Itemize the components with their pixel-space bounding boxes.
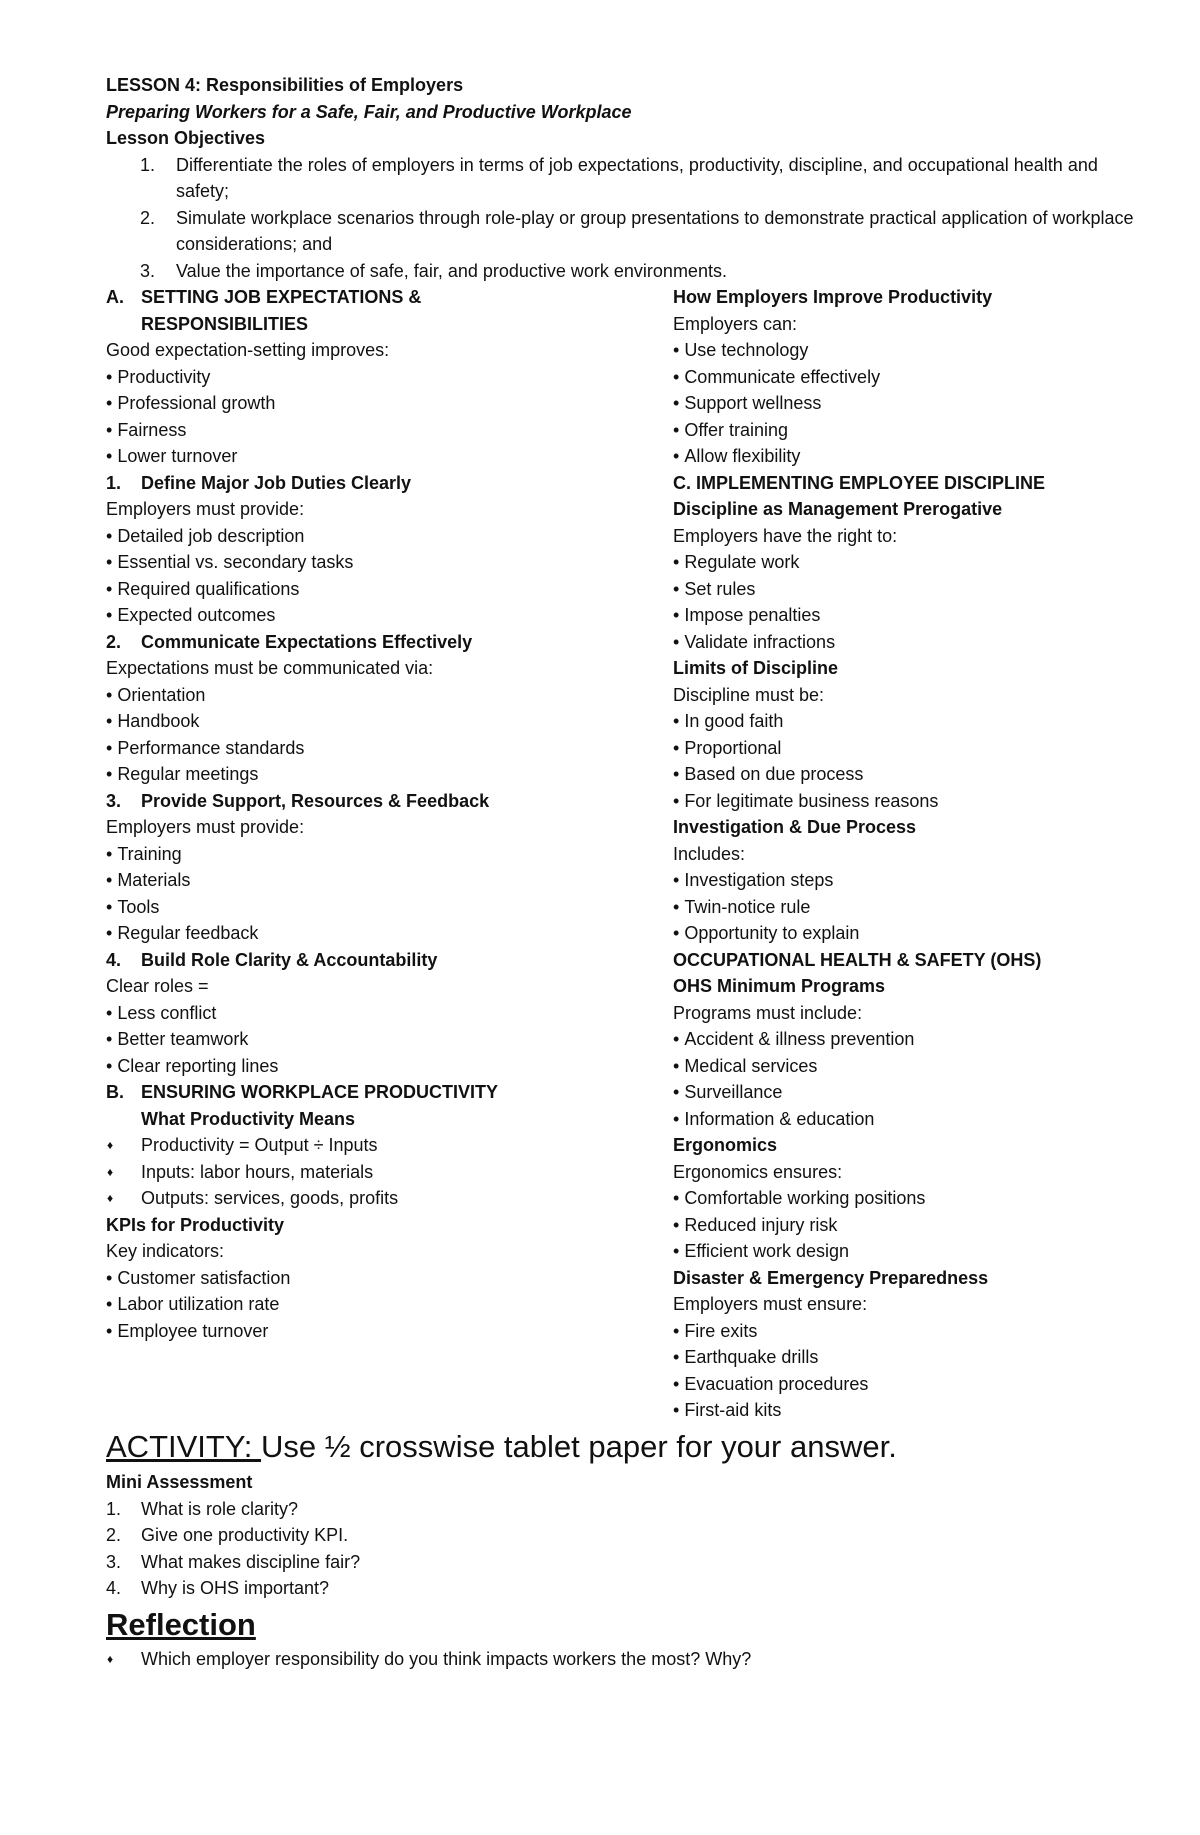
ohs-min-heading: OHS Minimum Programs [673, 976, 886, 996]
lesson-header [106, 72, 1146, 284]
list-item: • Information & education [673, 1106, 1193, 1133]
list-item: • Handbook [106, 708, 666, 735]
list-item: • Lower turnover [106, 443, 666, 470]
bullet-icon: ♦ [107, 1191, 114, 1205]
list-item: • Fire exits [673, 1318, 1193, 1345]
list-item: • Professional growth [106, 390, 666, 417]
list-item: • Orientation [106, 682, 666, 709]
list-item: • Earthquake drills [673, 1344, 1193, 1371]
list-item: • Set rules [673, 576, 1193, 603]
list-item: • Efficient work design [673, 1238, 1193, 1265]
section-b-subheading: What Productivity Means [141, 1108, 356, 1129]
ergonomics-heading: Ergonomics [673, 1135, 778, 1155]
list-item: • Required qualifications [106, 576, 666, 603]
list-item: • In good faith [673, 708, 1193, 735]
list-item: • Impose penalties [673, 602, 1193, 629]
left-column [106, 284, 666, 1344]
subsection-1-intro: Employers must provide: [106, 499, 305, 519]
list-item: • Investigation steps [673, 867, 1193, 894]
activity-label: ACTIVITY: [106, 1429, 262, 1464]
list-item: • Allow flexibility [673, 443, 1193, 470]
ohs-heading: OCCUPATIONAL HEALTH & SAFETY (OHS) [673, 949, 1042, 970]
reflection-question: ♦ Which employer responsibility do you think impacts workers the most? Why? [106, 1646, 1146, 1673]
objectives-heading: Lesson Objectives [106, 128, 266, 148]
list-item: • Comfortable working positions [673, 1185, 1193, 1212]
list-item: • Opportunity to explain [673, 920, 1193, 947]
question-item: 3. What makes discipline fair? [106, 1551, 361, 1572]
list-item: • Performance standards [106, 735, 666, 762]
list-item: • Clear reporting lines [106, 1053, 666, 1080]
list-item: • Tools [106, 894, 666, 921]
list-item: • Regular feedback [106, 920, 666, 947]
question-item: 4. Why is OHS important? [106, 1578, 330, 1598]
list-item: • Detailed job description [106, 523, 666, 550]
list-item: • Training [106, 841, 666, 868]
list-item: • Employee turnover [106, 1318, 666, 1345]
list-item: • Communicate effectively [673, 364, 1193, 391]
list-item: • Medical services [673, 1053, 1193, 1080]
kpi-intro: Key indicators: [106, 1241, 225, 1261]
activity-heading [106, 1425, 1146, 1469]
question-item: 1. What is role clarity? [106, 1498, 299, 1519]
objective-item: 1. Differentiate the roles of employers in terms of job expectations, productivity, discipline, and occupational health and safety; [140, 154, 1098, 201]
list-item: • Evacuation procedures [673, 1371, 1193, 1398]
section-b-heading: B. ENSURING WORKPLACE PRODUCTIVITY [106, 1082, 499, 1102]
list-item: • Use technology [673, 337, 1193, 364]
investigation-heading: Investigation & Due Process [673, 817, 917, 837]
list-item: • Reduced injury risk [673, 1212, 1193, 1239]
bullet-icon: ♦ [107, 1138, 114, 1152]
activity-instruction: Use ½ crosswise tablet paper for your answer. [261, 1429, 897, 1464]
list-item: • Accident & illness prevention [673, 1026, 1193, 1053]
subsection-3-intro: Employers must provide: [106, 817, 305, 837]
section-c-heading: C. IMPLEMENTING EMPLOYEE DISCIPLINE [673, 472, 1046, 493]
bullet-icon: ♦ [107, 1164, 114, 1179]
list-item: • Based on due process [673, 761, 1193, 788]
list-item: • Surveillance [673, 1079, 1193, 1106]
subsection-1-heading: 1. Define Major Job Duties Clearly [106, 472, 412, 493]
subsection-4-intro: Clear roles = [106, 976, 209, 996]
question-list [106, 1496, 1146, 1602]
list-item: • Essential vs. secondary tasks [106, 549, 666, 576]
investigation-intro: Includes: [673, 843, 746, 864]
list-item: • Proportional [673, 735, 1193, 762]
list-item: • Better teamwork [106, 1026, 666, 1053]
list-item: • Fairness [106, 417, 666, 444]
list-item: ♦ Inputs: labor hours, materials [106, 1159, 666, 1186]
subsection-4-heading: 4. Build Role Clarity & Accountability [106, 949, 438, 970]
list-item: • For legitimate business reasons [673, 788, 1193, 815]
list-item: • Expected outcomes [106, 602, 666, 629]
limits-heading: Limits of Discipline [673, 658, 839, 678]
list-item: • First-aid kits [673, 1397, 1193, 1424]
list-item: • Customer satisfaction [106, 1265, 666, 1292]
list-item: • Productivity [106, 364, 666, 391]
right-column [673, 284, 1193, 1424]
improve-intro: Employers can: [673, 313, 798, 334]
list-item: • Materials [106, 867, 666, 894]
section-a-heading-cont: RESPONSIBILITIES [141, 313, 309, 334]
list-item: • Less conflict [106, 1000, 666, 1027]
list-item: • Regular meetings [106, 761, 666, 788]
kpi-heading: KPIs for Productivity [106, 1214, 285, 1235]
list-item: • Labor utilization rate [106, 1291, 666, 1318]
lesson-title: LESSON 4: Responsibilities of Employers [106, 75, 464, 95]
list-item: • Twin-notice rule [673, 894, 1193, 921]
improve-heading: How Employers Improve Productivity [673, 287, 993, 307]
ohs-min-intro: Programs must include: [673, 1002, 863, 1023]
subsection-3-heading: 3. Provide Support, Resources & Feedback [106, 790, 490, 811]
section-a-heading: A. SETTING JOB EXPECTATIONS & [106, 287, 422, 307]
objective-item: 2. Simulate workplace scenarios through role-play or group presentations to demonstrate practical application of workplace considerations; and [140, 207, 1134, 254]
list-item: • Validate infractions [673, 629, 1193, 656]
lesson-subtitle: Preparing Workers for a Safe, Fair, and Productive Workplace [106, 101, 632, 122]
subsection-2-heading: 2. Communicate Expectations Effectively [106, 631, 473, 652]
list-item: ♦ Outputs: services, goods, profits [106, 1185, 666, 1212]
prerogative-heading: Discipline as Management Prerogative [673, 499, 1003, 519]
list-item: ♦ Productivity = Output ÷ Inputs [106, 1132, 666, 1159]
prerogative-intro: Employers have the right to: [673, 525, 898, 546]
objectives-list [106, 152, 1146, 285]
activity-section [106, 1425, 1146, 1672]
disaster-intro: Employers must ensure: [673, 1294, 868, 1314]
ergonomics-intro: Ergonomics ensures: [673, 1161, 843, 1182]
mini-assessment-heading: Mini Assessment [106, 1472, 253, 1492]
question-item: 2. Give one productivity KPI. [106, 1525, 349, 1545]
list-item: • Support wellness [673, 390, 1193, 417]
list-item: • Regulate work [673, 549, 1193, 576]
disaster-heading: Disaster & Emergency Preparedness [673, 1267, 989, 1288]
subsection-2-intro: Expectations must be communicated via: [106, 658, 434, 678]
limits-intro: Discipline must be: [673, 684, 825, 705]
bullet-icon: ♦ [107, 1651, 114, 1666]
reflection-heading: Reflection [106, 1606, 256, 1642]
list-item: • Offer training [673, 417, 1193, 444]
section-a-intro: Good expectation-setting improves: [106, 340, 390, 360]
objective-item: 3. Value the importance of safe, fair, and productive work environments. [140, 260, 727, 281]
